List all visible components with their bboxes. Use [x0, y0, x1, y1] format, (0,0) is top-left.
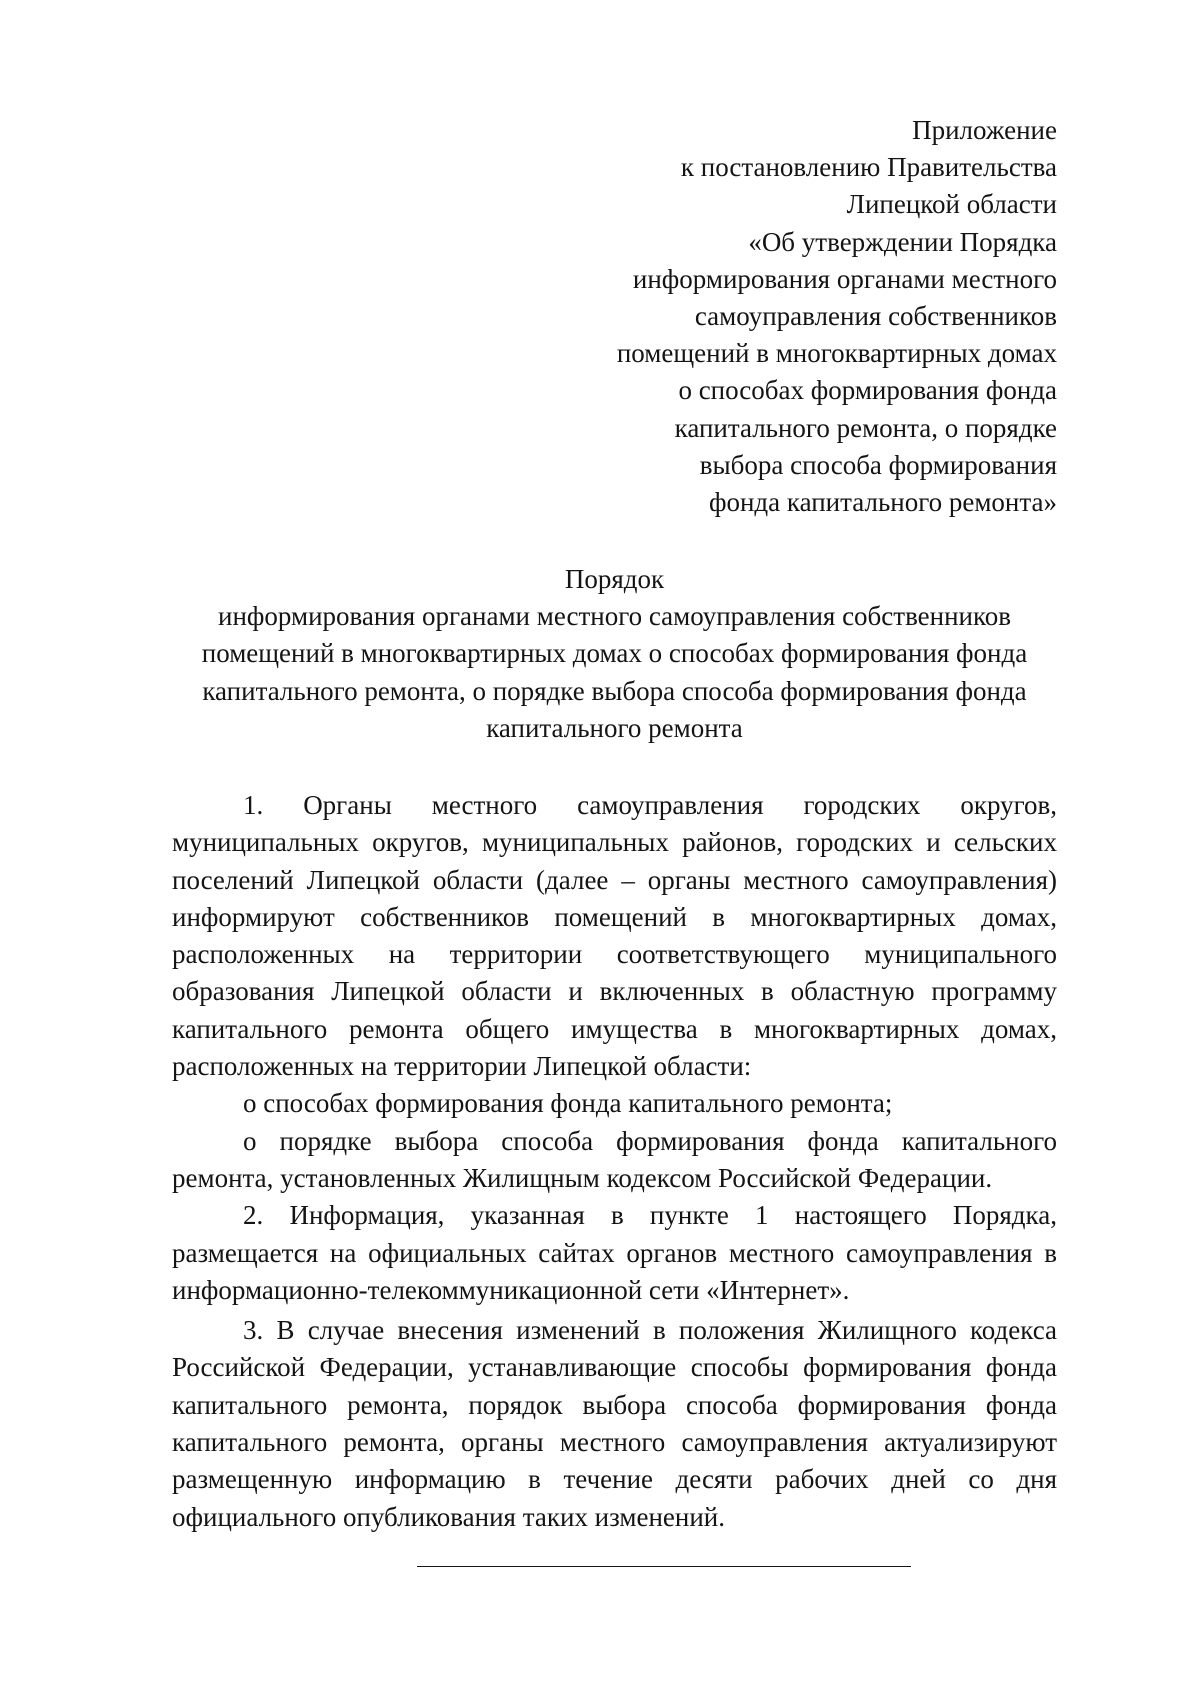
end-divider — [417, 1566, 911, 1567]
document-body — [172, 787, 1057, 1536]
appendix-line: «Об утверждении Порядка — [748, 226, 1057, 257]
appendix-line: Приложение — [912, 115, 1057, 145]
document-title — [172, 561, 1057, 747]
appendix-line: капитального ремонта, о порядке — [674, 412, 1057, 443]
appendix-header — [617, 112, 1057, 521]
title-line: информирования органами местного самоуправления собственников — [218, 601, 1011, 632]
appendix-line: фонда капитального ремонта» — [708, 487, 1057, 518]
appendix-line: выбора способа формирования — [699, 449, 1057, 480]
paragraph-3: 3. В случае внесения изменений в положения Жилищного кодекса Российской Федерации, устанавливающие способы формирования фонда капитального ремонта, порядок выбора способа формирования фонда капитального ремонта, органы местного самоуправления актуализируют размещенную информацию в течение десяти рабочих дней со дня официального опубликования таких изменений. — [172, 1315, 1057, 1532]
paragraph-1-item-a: о способах формирования фонда капитального ремонта; — [243, 1088, 893, 1119]
title-line: капитального ремонта — [486, 712, 743, 743]
appendix-line: самоуправления собственников — [694, 301, 1057, 332]
appendix-line: к постановлению Правительства — [680, 152, 1057, 183]
appendix-line: о способах формирования фонда — [678, 375, 1057, 406]
paragraph-1: 1. Органы местного самоуправления городских округов, муниципальных округов, муниципальных районов, городских и сельских поселений Липецкой области (далее – органы местного самоуправления) информируют собственников помещений в многоквартирных домах, расположенных на территории соответствующего муниципального образования Липецкой области и включенных в областную программу капитального ремонта общего имущества в многоквартирных домах, расположенных на территории Липецкой области: — [172, 790, 1057, 1082]
appendix-line: Липецкой области — [846, 189, 1057, 220]
appendix-line: информирования органами местного — [632, 263, 1057, 294]
paragraph-1-item-b: о порядке выбора способа формирования фонда капитального ремонта, установленных Жилищным кодексом Российской Федерации. — [172, 1125, 1057, 1193]
paragraph-2: 2. Информация, указанная в пункте 1 настоящего Порядка, размещается на официальных сайтах органов местного самоуправления в информационно-телекоммуникационной сети «Интернет». — [172, 1200, 1057, 1305]
title-line: помещений в многоквартирных домах о способах формирования фонда — [201, 638, 1028, 669]
appendix-line: помещений в многоквартирных домах — [616, 338, 1057, 369]
title-line: капитального ремонта, о порядке выбора способа формирования фонда — [202, 675, 1027, 706]
title-heading: Порядок — [564, 564, 665, 594]
